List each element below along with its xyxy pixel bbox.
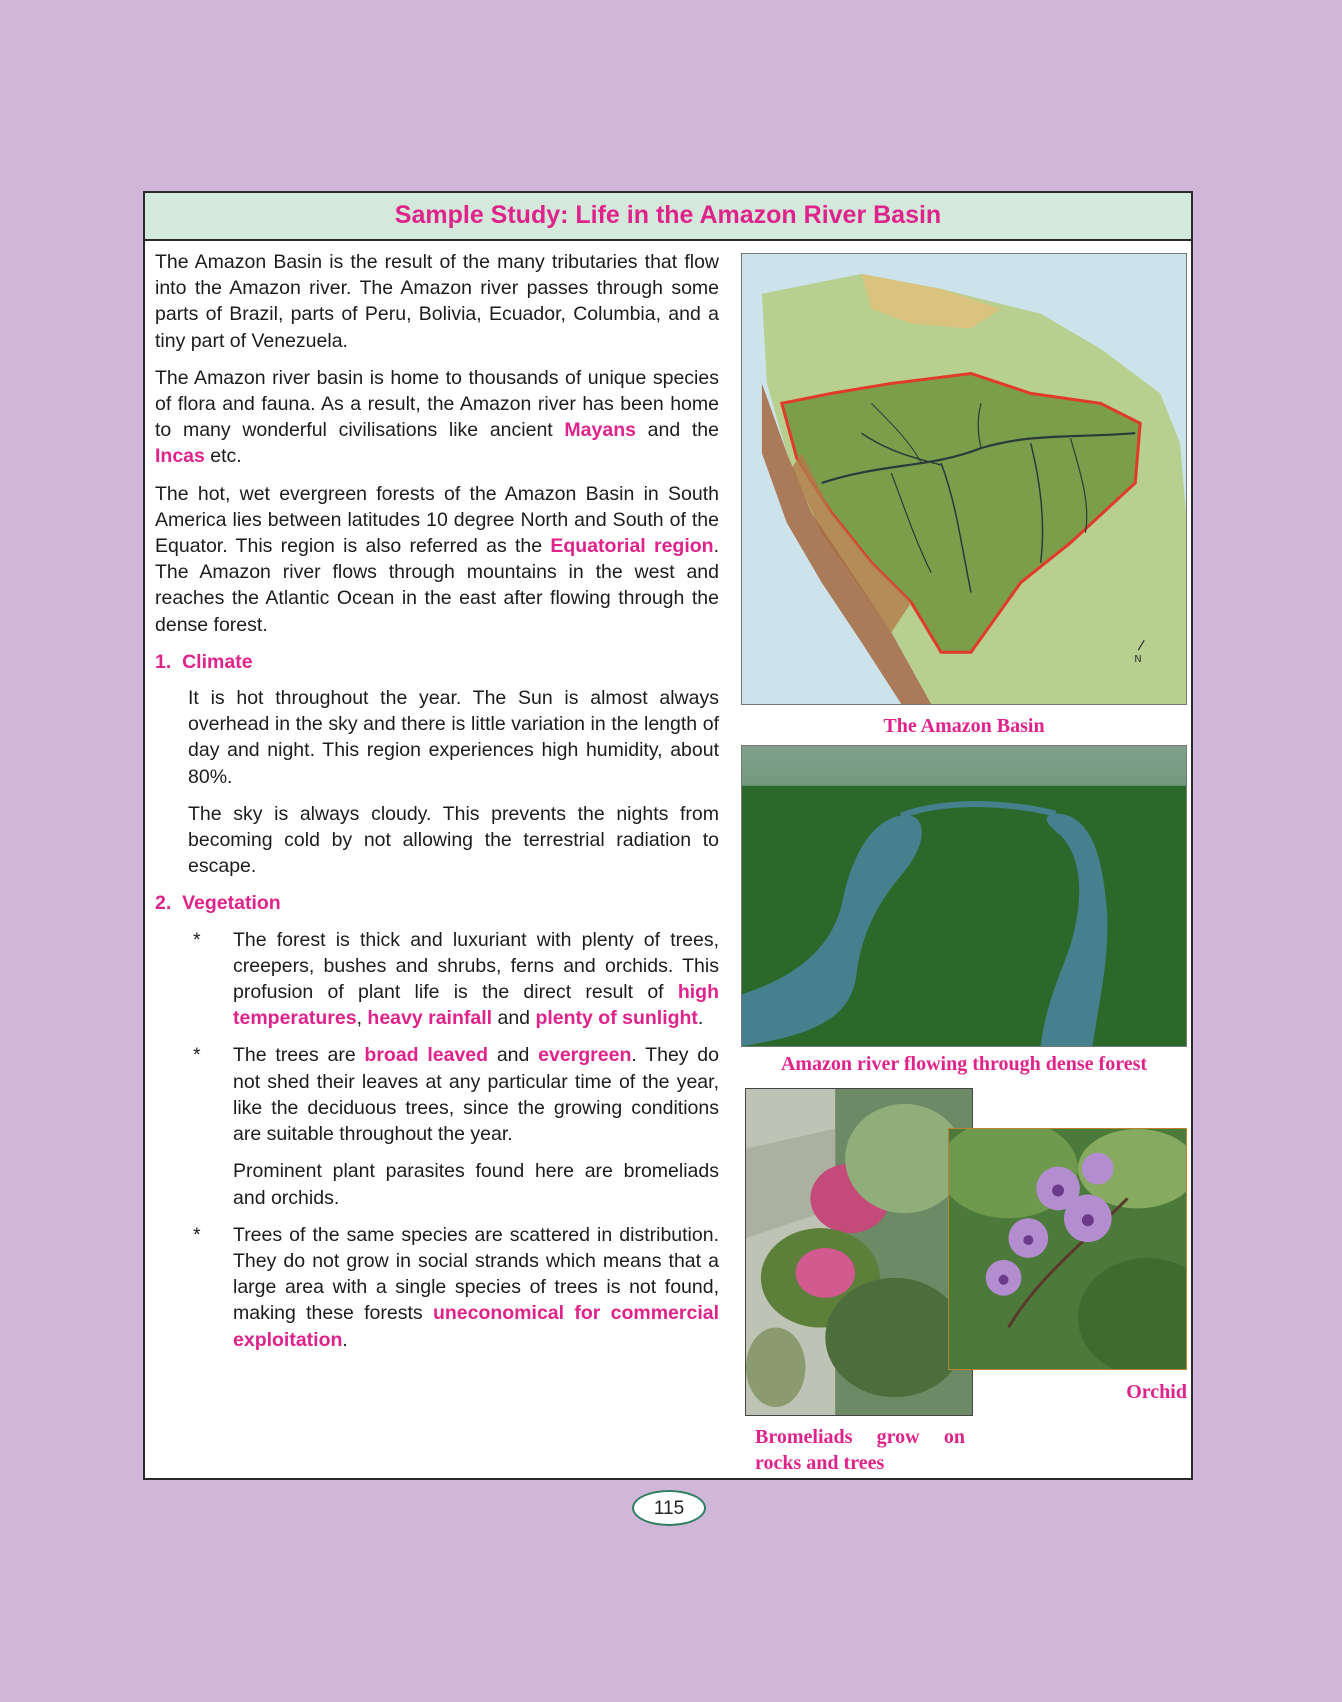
intro-paragraph: The Amazon Basin is the result of the many tributaries that flow into the Amazon river. The Amazon river passes through some parts of Brazil, parts of Peru, Bolivia, Ecuador, Columbia, and a tiny part of Venezuela. (155, 251, 719, 352)
bromeliads-graphic (746, 1089, 972, 1415)
orchid-caption: Orchid (1126, 1381, 1187, 1403)
flora-fauna-paragraph: The Amazon river basin is home to thousands of unique species of flora and fauna. As a result, the Amazon river has been home to many wonderful civilisations like ancient Mayans and the Incas etc. (155, 366, 719, 468)
highlight-mayans: Mayans (564, 419, 636, 442)
vegetation-bullet-1: * The forest is thick and luxuriant with plenty of trees, creepers, bushes and shrubs, ferns and orchids. This profusion of plant life is the direct result of high temperatures, heavy rainfall and plenty of sunlight. (193, 928, 719, 1030)
vegetation-heading: 2. Vegetation (155, 892, 281, 915)
bromeliads-photo (745, 1088, 973, 1416)
page-number: 115 (632, 1490, 706, 1526)
bullet-star: * (193, 1044, 201, 1067)
river-photo-graphic (742, 746, 1186, 1046)
equatorial-paragraph: The hot, wet evergreen forests of the Amazon Basin in South America lies between latitudes 10 degree North and South of the Equator. This region is also referred as the Equatorial region. The Amazon river flows through mountains in the west and reaches the Atlantic Ocean in the east after flowing through the dense forest. (155, 482, 719, 636)
amazon-river-photo (741, 745, 1187, 1047)
climate-paragraph-2: The sky is always cloudy. This prevents the nights from becoming cold by not allowing the terrestrial radiation to escape. (188, 802, 719, 878)
vegetation-bullet-3: * Trees of the same species are scattered in distribution. They do not grow in social strands which means that a large area with a single species of trees is not found, making these forests uneconomical for commercial exploitation. (193, 1223, 719, 1351)
river-caption: Amazon river flowing through dense forest (780, 1053, 1148, 1075)
page-title: Sample Study: Life in the Amazon River Basin (145, 193, 1191, 241)
bromeliads-caption (755, 1424, 965, 1476)
climate-paragraph-1: It is hot throughout the year. The Sun is almost always overhead in the sky and there is little variation in the length of day and night. This region experiences high humidity, about 80%. (188, 687, 719, 788)
bromeliads-caption-line-1: Bromeliads grow on (755, 1426, 965, 1448)
amazon-basin-caption: The Amazon Basin (883, 715, 1045, 737)
sample-study-box (143, 191, 1193, 1480)
highlight-incas: Incas (155, 445, 205, 468)
parasites-paragraph: Prominent plant parasites found here are bromeliads and orchids. (233, 1160, 719, 1209)
amazon-map-graphic (742, 254, 1186, 704)
highlight-equatorial-region: Equatorial region (550, 535, 714, 558)
orchid-photo (948, 1128, 1187, 1370)
orchid-graphic (949, 1129, 1186, 1369)
amazon-basin-map (741, 253, 1187, 705)
bullet-star: * (193, 1223, 201, 1246)
main-text-column (155, 249, 719, 1364)
vegetation-bullet-2: * The trees are broad leaved and evergreen. They do not shed their leaves at any particular time of the year, like the deciduous trees, since the growing conditions are suitable throughout the year. (193, 1044, 719, 1146)
bromeliads-caption-line-2: rocks and trees (755, 1452, 885, 1474)
climate-heading: 1. Climate (155, 650, 253, 673)
north-arrow-label: N (1134, 654, 1142, 666)
bullet-star: * (193, 928, 201, 951)
